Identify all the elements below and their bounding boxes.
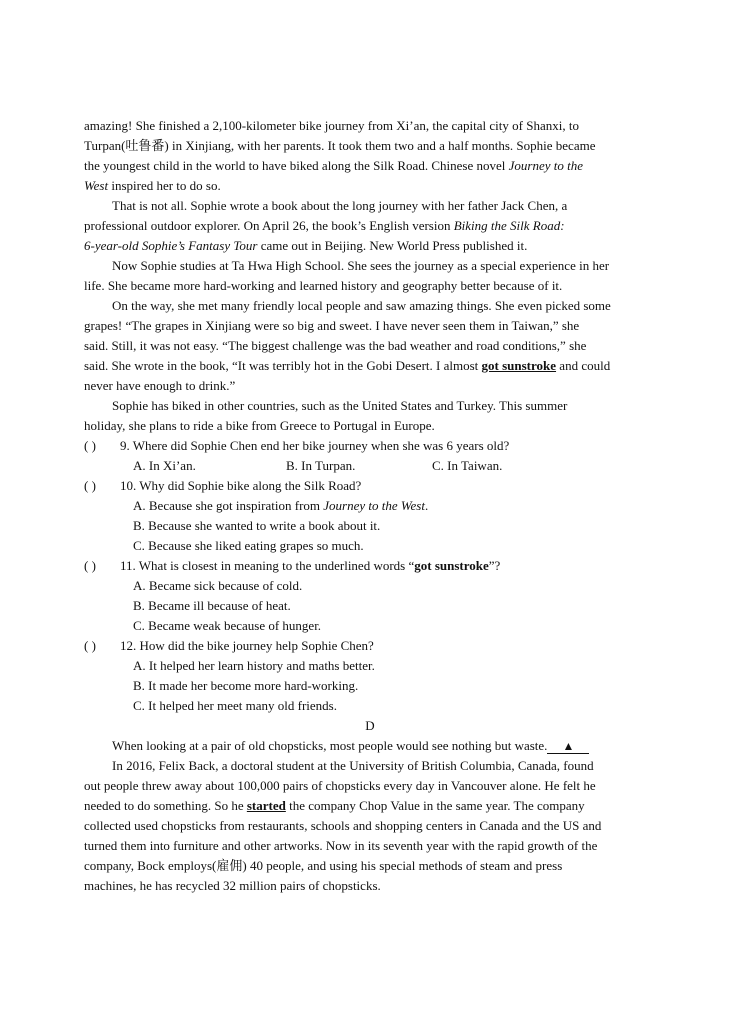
question-9	[84, 436, 656, 456]
option-b[interactable]	[84, 596, 656, 616]
text: and could	[556, 358, 611, 373]
question-12	[84, 636, 656, 656]
option-c[interactable]	[84, 536, 656, 556]
text: A. Because she got inspiration from	[133, 498, 324, 513]
text: Sophie has biked in other countries, such as the United States and Turkey. This summer	[112, 398, 568, 413]
passage-d-line	[84, 816, 656, 836]
passage-d-line	[84, 856, 656, 876]
option-a[interactable]	[84, 576, 656, 596]
text: company, Bock employs(雇佣) 40 people, and using his special methods of steam and press	[84, 858, 563, 873]
answer-blank[interactable]: ( )	[84, 638, 96, 653]
option-a[interactable]	[84, 496, 656, 516]
passage-c-line	[84, 396, 656, 416]
book-title: Journey to the	[508, 158, 583, 173]
passage-c-line	[84, 276, 656, 296]
text: B. It made her become more hard-working.	[133, 678, 359, 693]
text: said. She wrote in the book, “It was terribly hot in the Gobi Desert. I almost	[84, 358, 482, 373]
underlined-phrase: got sunstroke	[481, 358, 557, 373]
answer-blank[interactable]: ( )	[84, 478, 96, 493]
book-title: Biking the Silk Road:	[453, 218, 565, 233]
text: C. It helped her meet many old friends.	[133, 698, 337, 713]
document-page	[84, 116, 656, 896]
passage-d-line	[84, 876, 656, 896]
text: machines, he has recycled 32 million pairs of chopsticks.	[84, 878, 381, 893]
text: C. Became weak because of hunger.	[133, 618, 322, 633]
text: When looking at a pair of old chopsticks, most people would see nothing but waste.	[112, 738, 548, 753]
option-a[interactable]: A. In Xi’an.	[133, 458, 196, 473]
passage-d-line	[84, 776, 656, 796]
passage-c-line	[84, 296, 656, 316]
text: In 2016, Felix Back, a doctoral student at the University of British Columbia, Canada, found	[112, 758, 594, 773]
text: needed to do something. So he	[84, 798, 247, 813]
text: B. Because she wanted to write a book about it.	[133, 518, 381, 533]
passage-d-line	[84, 756, 656, 776]
question-text: 12. How did the bike journey help Sophie Chen?	[120, 638, 374, 653]
passage-c-line	[84, 116, 656, 136]
passage-c-line	[84, 236, 656, 256]
text: said. Still, it was not easy. “The biggest challenge was the bad weather and road conditions,” she	[84, 338, 587, 353]
section-heading: D	[365, 718, 375, 733]
passage-c-line	[84, 256, 656, 276]
text: grapes! “The grapes in Xinjiang were so big and sweet. I have never seen them in Taiwan,” she	[84, 318, 580, 333]
text: Turpan(吐鲁番) in Xinjiang, with her parents. It took them two and a half months. Sophie became	[84, 138, 596, 153]
passage-d-line	[84, 836, 656, 856]
book-title: West	[84, 178, 109, 193]
question-9-options	[84, 456, 656, 476]
text: the company Chop Value in the same year. The company	[285, 798, 585, 813]
text: .	[424, 498, 429, 513]
passage-c-line	[84, 336, 656, 356]
passage-c-line	[84, 156, 656, 176]
text: life. She became more hard-working and learned history and geography better because of it.	[84, 278, 563, 293]
passage-c-line	[84, 356, 656, 376]
book-title: Journey to the West	[323, 498, 425, 513]
passage-c-line	[84, 216, 656, 236]
option-a[interactable]	[84, 656, 656, 676]
option-c[interactable]	[84, 696, 656, 716]
passage-c-line	[84, 176, 656, 196]
text: amazing! She finished a 2,100-kilometer bike journey from Xi’an, the capital city of Shanxi, to	[84, 118, 579, 133]
text: holiday, she plans to ride a bike from Greece to Portugal in Europe.	[84, 418, 435, 433]
text: That is not all. Sophie wrote a book about the long journey with her father Jack Chen, a	[112, 198, 568, 213]
passage-c-line	[84, 376, 656, 396]
text: On the way, she met many friendly local people and saw amazing things. She even picked some	[112, 298, 611, 313]
question-10	[84, 476, 656, 496]
text: B. Became ill because of heat.	[133, 598, 291, 613]
text: A. It helped her learn history and maths better.	[133, 658, 375, 673]
text: 11. What is closest in meaning to the underlined words “	[120, 558, 415, 573]
question-text	[120, 556, 500, 576]
text: A. Became sick because of cold.	[133, 578, 303, 593]
question-11	[84, 556, 656, 576]
option-b[interactable]: B. In Turpan.	[286, 458, 356, 473]
text: out people threw away about 100,000 pairs of chopsticks every day in Vancouver alone. He felt he	[84, 778, 596, 793]
option-b[interactable]	[84, 676, 656, 696]
text: C. Because she liked eating grapes so much.	[133, 538, 364, 553]
answer-blank[interactable]: ( )	[84, 438, 96, 453]
passage-c-line	[84, 416, 656, 436]
text: came out in Beijing. New World Press published it.	[257, 238, 528, 253]
text: turned them into furniture and other artworks. Now in its seventh year with the rapid growth of the	[84, 838, 598, 853]
passage-d-line	[84, 796, 656, 816]
option-c[interactable]	[84, 616, 656, 636]
fill-blank[interactable]: ▲	[547, 739, 589, 754]
book-title: 6-year-old Sophie’s Fantasy Tour	[84, 238, 258, 253]
option-b[interactable]	[84, 516, 656, 536]
question-text: 10. Why did Sophie bike along the Silk Road?	[120, 478, 362, 493]
text: never have enough to drink.”	[84, 378, 236, 393]
answer-blank[interactable]: ( )	[84, 558, 96, 573]
text: inspired her to do so.	[108, 178, 221, 193]
passage-d-line	[84, 736, 656, 756]
text: collected used chopsticks from restaurants, schools and shopping centers in Canada and the US and	[84, 818, 602, 833]
text: professional outdoor explorer. On April 26, the book’s English version	[84, 218, 454, 233]
text: ”?	[488, 558, 501, 573]
bold-phrase: got sunstroke	[414, 558, 489, 573]
passage-c-line	[84, 196, 656, 216]
text: Now Sophie studies at Ta Hwa High School. She sees the journey as a special experience in her	[112, 258, 610, 273]
passage-c-line	[84, 136, 656, 156]
question-text: 9. Where did Sophie Chen end her bike journey when she was 6 years old?	[120, 438, 510, 453]
text: the youngest child in the world to have biked along the Silk Road. Chinese novel	[84, 158, 509, 173]
passage-c-line	[84, 316, 656, 336]
underlined-word: started	[246, 798, 286, 813]
option-c[interactable]: C. In Taiwan.	[432, 458, 503, 473]
